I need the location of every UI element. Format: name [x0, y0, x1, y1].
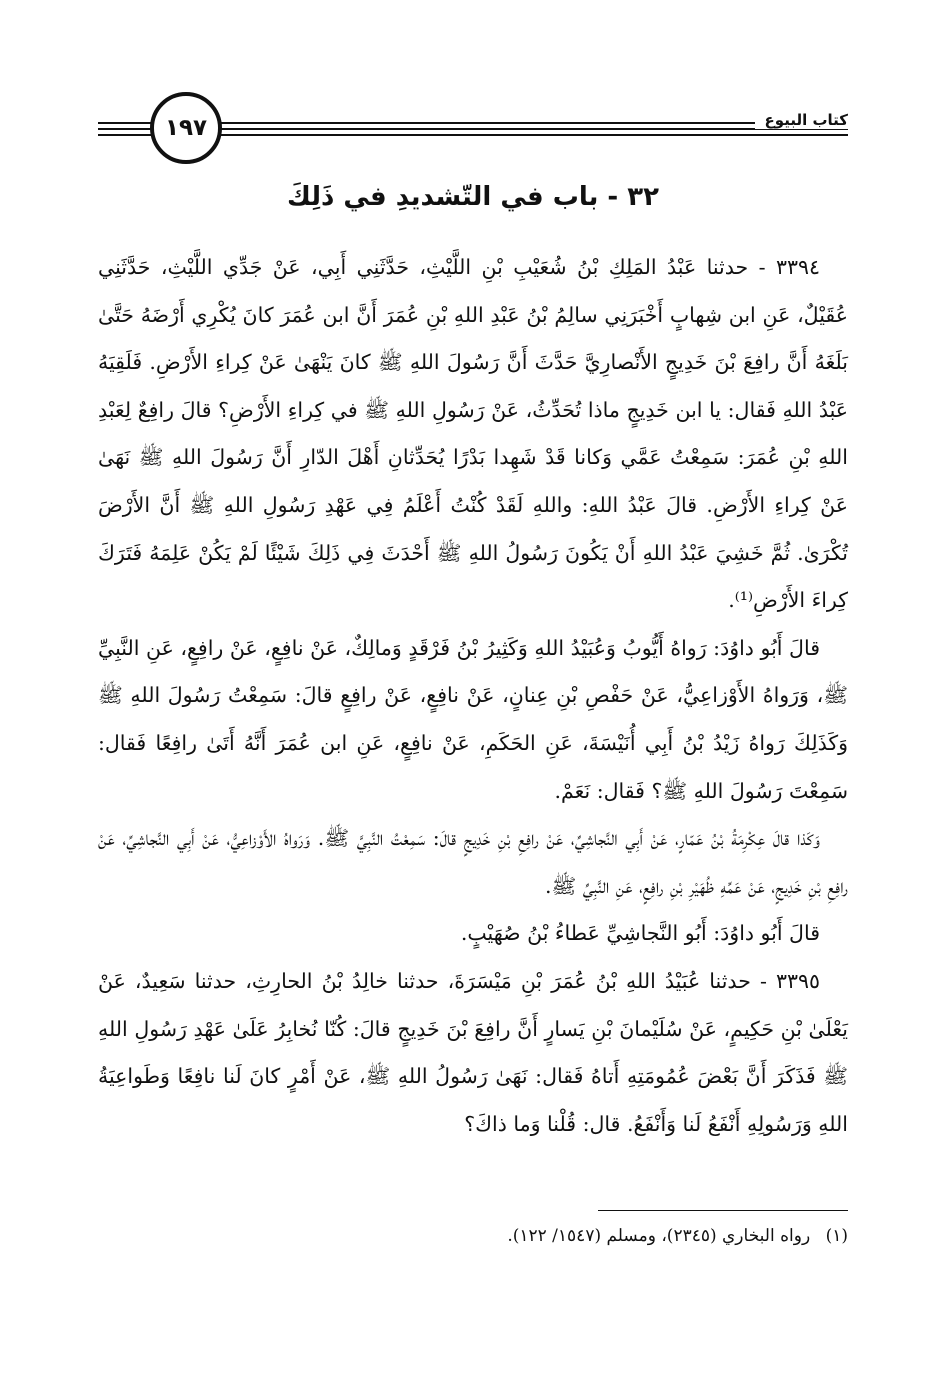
- running-header: [98, 92, 848, 164]
- commentary-paragraph: قالَ أَبُو داوُدَ: أَبُو النَّجاشِيِّ عَطاءُ بْنُ صُهَيْبٍ.: [460, 921, 820, 946]
- footnote-marker: (١): [825, 1226, 848, 1246]
- book-title: كتاب البيوع: [755, 111, 848, 129]
- footnote: [98, 1222, 848, 1250]
- hadith-paragraph: ٣٣٩٤ - حدثنا عَبْدُ المَلِكِ بْنُ شُعَيْبِ بْنِ اللَّيْثِ، حَدَّثَنِي أَبِي، عَنْ جَدِّي اللَّيْثِ، حَدَّثَنِي عُقَيْلٌ، عَنِ ابن شِهابٍ أَخْبَرَنِي سالِمُ بْنُ عَبْدِ اللهِ بْنِ عُمَرَ أَنَّ ابن عُمَرَ كانَ يُكْرِي أَرْضَهُ حَتَّىٰ بَلَغَهُ أَنَّ رافِعَ بْنَ خَدِيجٍ الأَنْصارِيَّ حَدَّثَ أَنَّ رَسُولَ اللهِ ﷺ كانَ يَنْهَىٰ عَنْ كِراءِ الأَرْضِ. فَلَقِيَهُ عَبْدُ اللهِ فَقال: يا ابن خَدِيجٍ ماذا تُحَدِّثُ، عَنْ رَسُولِ اللهِ ﷺ في كِراءِ الأَرْضِ؟ قالَ رافِعٌ لِعَبْدِ اللهِ بْنِ عُمَرَ: سَمِعْتُ عَمَّي وَكانا قَدْ شَهِدا بَدْرًا يُحَدِّثانِ أَهْلَ الدّارِ أَنَّ رَسُولَ اللهِ ﷺ نَهَىٰ عَنْ كِراءِ الأَرْضِ. قالَ عَبْدُ اللهِ: واللهِ لَقَدْ كُنْتُ أَعْلَمُ فِي عَهْدِ رَسُولِ اللهِ ﷺ أَنَّ الأَرْضَ تُكْرَىٰ. ثُمَّ خَشِيَ عَبْدُ اللهِ أَنْ يَكُونَ رَسُولُ اللهِ ﷺ أَحْدَثَ فِي ذَلِكَ شَيْئًا لَمْ يَكُنْ عَلِمَهُ فَتَرَكَ كِراءَ الأَرْضِ⁽¹⁾.: [98, 255, 848, 613]
- chapter-heading: ٣٢ - باب في التّشديدِ في ذَلِكَ: [286, 182, 660, 212]
- commentary-paragraph: وَكَذا قالَ عِكْرِمَةُ بْنُ عَمّارٍ، عَنْ أَبِي النَّجاشِيِّ، عَنْ رافِعِ بْنِ خَدِيجٍ قالَ: سَمِعْتُ النَّبِيَّ ﷺ. وَرَواهُ الأَوْزاعِيُّ، عَنْ أَبِي النَّجاشِيِّ، عَنْ رافِعِ بْنِ خَدِيجٍ، عَنْ عَمِّهِ ظُهَيْرِ بْنِ رافِعٍ، عَنِ النَّبِيِّ ﷺ.: [98, 826, 848, 898]
- commentary-paragraph: قالَ أَبُو داوُدَ: رَواهُ أَيُّوبُ وَعُبَيْدُ اللهِ وَكَثِيرُ بْنُ فَرْقَدٍ وَمالِكٌ، عَنْ نافِعٍ، عَنْ رافِعٍ، عَنِ النَّبِيِّ ﷺ، وَرَواهُ الأَوْزاعِيُّ، عَنْ حَفْصِ بْنِ عِنانٍ، عَنْ نافِعٍ، عَنْ رافِعٍ قالَ: سَمِعْتُ رَسُولَ اللهِ ﷺ وَكَذَلِكَ رَواهُ زَيْدُ بْنُ أَبِي أُنَيْسَةَ، عَنِ الحَكَمِ، عَنْ نافِعٍ، عَنِ ابن عُمَرَ أَنَّهُ أَتَىٰ رافِعًا فَقال: سَمِعْتَ رَسُولَ اللهِ ﷺ؟ فَقال: نَعَمْ.: [98, 635, 848, 803]
- footnotes: [98, 1222, 848, 1250]
- hadith-paragraph: ٣٣٩٥ - حدثنا عُبَيْدُ اللهِ بْنُ عُمَرَ بْنِ مَيْسَرَةَ، حدثنا خالِدُ بْنُ الحارِثِ، حدثنا سَعِيدٌ، عَنْ يَعْلَىٰ بْنِ حَكِيمٍ، عَنْ سُلَيْمانَ بْنِ يَسارٍ أَنَّ رافِعَ بْنَ خَدِيجٍ قالَ: كُنّا نُخابِرُ عَلَىٰ عَهْدِ رَسُولِ اللهِ ﷺ فَذَكَرَ أَنَّ بَعْضَ عُمُومَتِهِ أَتاهُ فَقال: نَهَىٰ رَسُولُ اللهِ ﷺ، عَنْ أَمْرٍ كانَ لَنا نافِعًا وَطَواعِيَةُ اللهِ وَرَسُولِهِ أَنْفَعُ لَنا وَأَنْفَعُ. قال: قُلْنا وَما ذاكَ؟: [98, 968, 848, 1136]
- footnote-text: رواه البخاري (٢٣٤٥)، ومسلم (١٥٤٧/ ١٢٢).: [507, 1226, 811, 1246]
- page-number: ١٩٧: [150, 92, 222, 164]
- footnote-separator: [598, 1210, 848, 1211]
- body-text: [98, 244, 848, 1148]
